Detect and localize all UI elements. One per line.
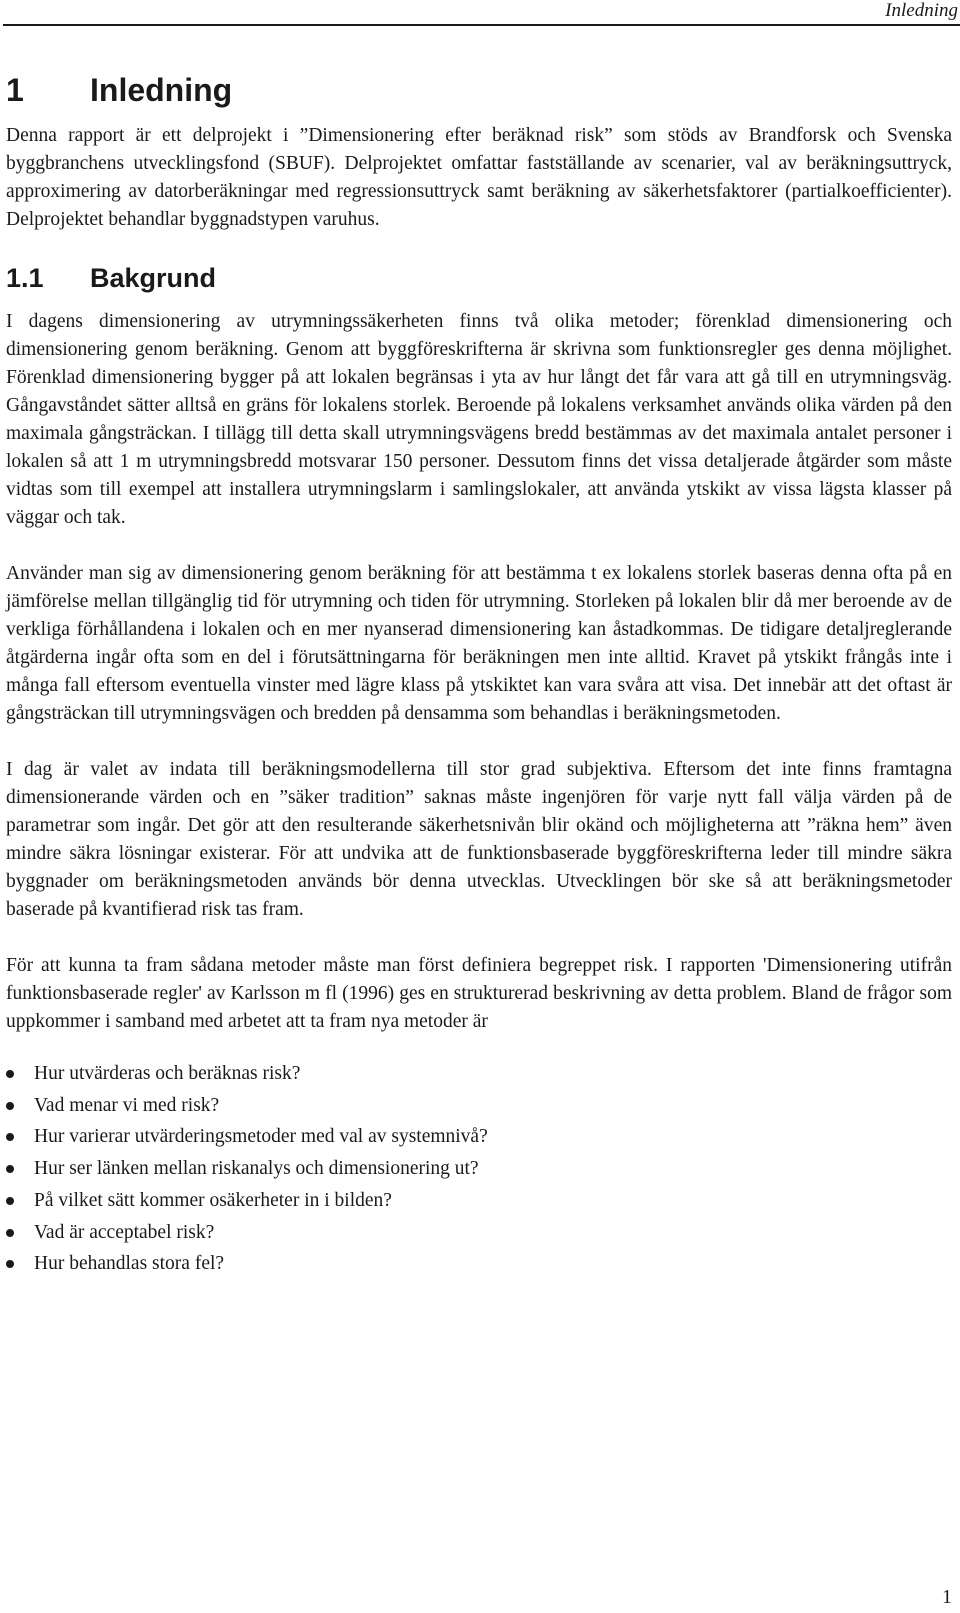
chapter-number: 1 <box>6 72 24 108</box>
list-item <box>6 1153 952 1185</box>
list-item <box>6 1248 952 1280</box>
bullet-icon <box>6 1070 14 1078</box>
list-item-text: Vad är acceptabel risk? <box>34 1221 215 1243</box>
list-item <box>6 1185 952 1217</box>
chapter-heading <box>6 66 952 122</box>
section-number: 1.1 <box>6 263 44 293</box>
header-rule <box>3 24 960 26</box>
list-item <box>6 1058 952 1090</box>
list-item-text: Vad menar vi med risk? <box>34 1094 220 1116</box>
list-item <box>6 1090 952 1122</box>
list-item <box>6 1217 952 1249</box>
body-paragraph: För att kunna ta fram sådana metoder måste man först definiera begreppet risk. I rapporten 'Dimensionering utifrån funktionsbaserade regler' av Karlsson m fl (1996) ges en strukturerad beskrivning av detta problem. Bland de frågor som uppkommer i samband med arbetet att ta fram nya metoder är <box>6 955 952 1032</box>
bullet-icon <box>6 1133 14 1141</box>
body-paragraph: I dagens dimensionering av utrymningssäkerheten finns två olika metoder; förenklad dimensionering och dimensionering genom beräkning. Genom att byggföreskrifterna är skrivna som funktionsregler ges denna möjlighet. Förenklad dimensionering bygger på att lokalen begränsas i yta av hur långt det får vara att gå till en utrymningsväg. Gångavståndet sätter alltså en gräns för lokalens storlek. Beroende på lokalens verksamhet används olika värden på den maximala gångsträckan. I tillägg till detta skall utrymningsvägens bredd bestämmas av det maximala antalet personer i lokalen så att 1 m utrymningsbredd motsvarar 150 personer. Dessutom finns det vissa detaljerade åtgärder som måste vidtas som till exempel att installera utrymningslarm i samlingslokaler, att använda ytskikt av vissa lägsta klasser på väggar och tak. <box>6 311 952 528</box>
page-number: 1 <box>942 1586 952 1608</box>
bullet-icon <box>6 1102 14 1110</box>
list-item-text: Hur utvärderas och beräknas risk? <box>34 1063 301 1084</box>
bullet-icon <box>6 1229 14 1237</box>
list-item <box>6 1121 952 1153</box>
list-item-text: På vilket sätt kommer osäkerheter in i bilden? <box>34 1189 392 1211</box>
question-list <box>6 1058 952 1280</box>
body-paragraph: I dag är valet av indata till beräkningsmodellerna till stor grad subjektiva. Eftersom det inte finns framtagna dimensionerande värden och en ”säker tradition” saknas måste ingenjören för varje nytt fall välja värden på de parametrar som ingår. Det gör att den resulterande säkerhetsnivån blir okänd och möjligheterna att ”räkna hem” även mindre säkra lösningar existerar. För att undvika att de funktionsbaserade byggföreskrifterna leder till mindre säkra byggnader om beräkningsmetoden används bör denna utvecklas. Utvecklingen bör ske så att beräkningsmetoder baserade på kvantifierad risk tas fram. <box>6 759 952 920</box>
running-header-title: Inledning <box>885 0 958 21</box>
bullet-icon <box>6 1197 14 1205</box>
list-item-text: Hur behandlas stora fel? <box>34 1253 225 1275</box>
page-content <box>6 66 952 1280</box>
list-item-text: Hur varierar utvärderingsmetoder med val av systemnivå? <box>34 1126 488 1148</box>
section-title: Bakgrund <box>90 263 217 293</box>
list-item-text: Hur ser länken mellan riskanalys och dimensionering ut? <box>34 1158 479 1180</box>
section-heading <box>6 258 952 308</box>
bullet-icon <box>6 1165 14 1173</box>
intro-paragraph: Denna rapport är ett delprojekt i ”Dimensionering efter beräknad risk” som stöds av Brandforsk och Svenska byggbranchens utvecklingsfond (SBUF). Delprojektet omfattar fastställande av scenarier, val av beräkningsuttryck, approximering av datorberäkningar med regressionsuttryck samt beräkning av säkerhetsfaktorer (partialkoefficienter). Delprojektet behandlar byggnadstypen varuhus. <box>6 125 952 230</box>
bullet-icon <box>6 1260 14 1268</box>
body-paragraph: Använder man sig av dimensionering genom beräkning för att bestämma t ex lokalens storlek baseras denna ofta på en jämförelse mellan tillgänglig tid för utrymning och tiden för utrymning. Storleken på lokalen blir då mer beroende av de verkliga förhållandena i lokalen och en mer nyanserad dimensionering kan åstadkommas. De tidigare detaljreglerande åtgärderna ingår ofta som en del i förutsättningarna för beräkningen men inte alltid. Kravet på ytskikt frångås inte i många fall eftersom eventuella vinster med lägre klass på ytskiktet kan vara svåra att visa. Det innebär att det oftast är gångsträckan till utrymningsvägen och bredden på densamma som behandlas i beräkningsmetoden. <box>6 563 952 724</box>
chapter-title: Inledning <box>90 72 233 108</box>
